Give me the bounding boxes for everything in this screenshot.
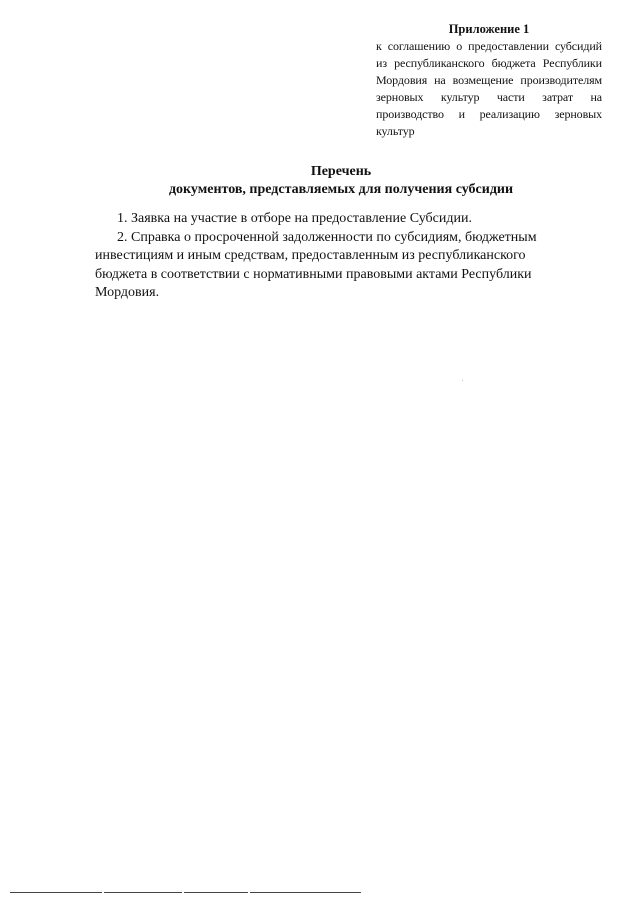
appendix-title: Приложение 1 <box>448 22 530 36</box>
list-item: 2. Справка о просроченной задолженности по субсидиям, бюджетным инвестициям и иным средствам, предоставленным из республиканского бюджета в соответствии с нормативными правовыми актами Республики Мордовия. <box>95 229 537 300</box>
document-title-line-2: документов, представляемых для получения субсидии <box>168 182 514 197</box>
scan-artifact <box>462 380 463 381</box>
document-title-line-1: Перечень <box>310 164 372 179</box>
appendix-header <box>376 22 602 140</box>
footer-rule-segment-2 <box>104 892 182 893</box>
footer-rule-segment-3 <box>184 892 248 893</box>
list-item: 1. Заявка на участие в отборе на предоставление Субсидии. <box>117 211 472 226</box>
footer-rule-segment-4 <box>250 892 361 893</box>
document-list <box>95 210 561 303</box>
appendix-description: к соглашению о предоставлении субсидий из республиканского бюджета Республики Мордовия на возмещение производителям зерновых культур части затрат на производство и реализацию зерновых культур <box>376 39 602 138</box>
footer-rule-segment-1 <box>10 892 102 893</box>
document-title <box>60 163 622 199</box>
